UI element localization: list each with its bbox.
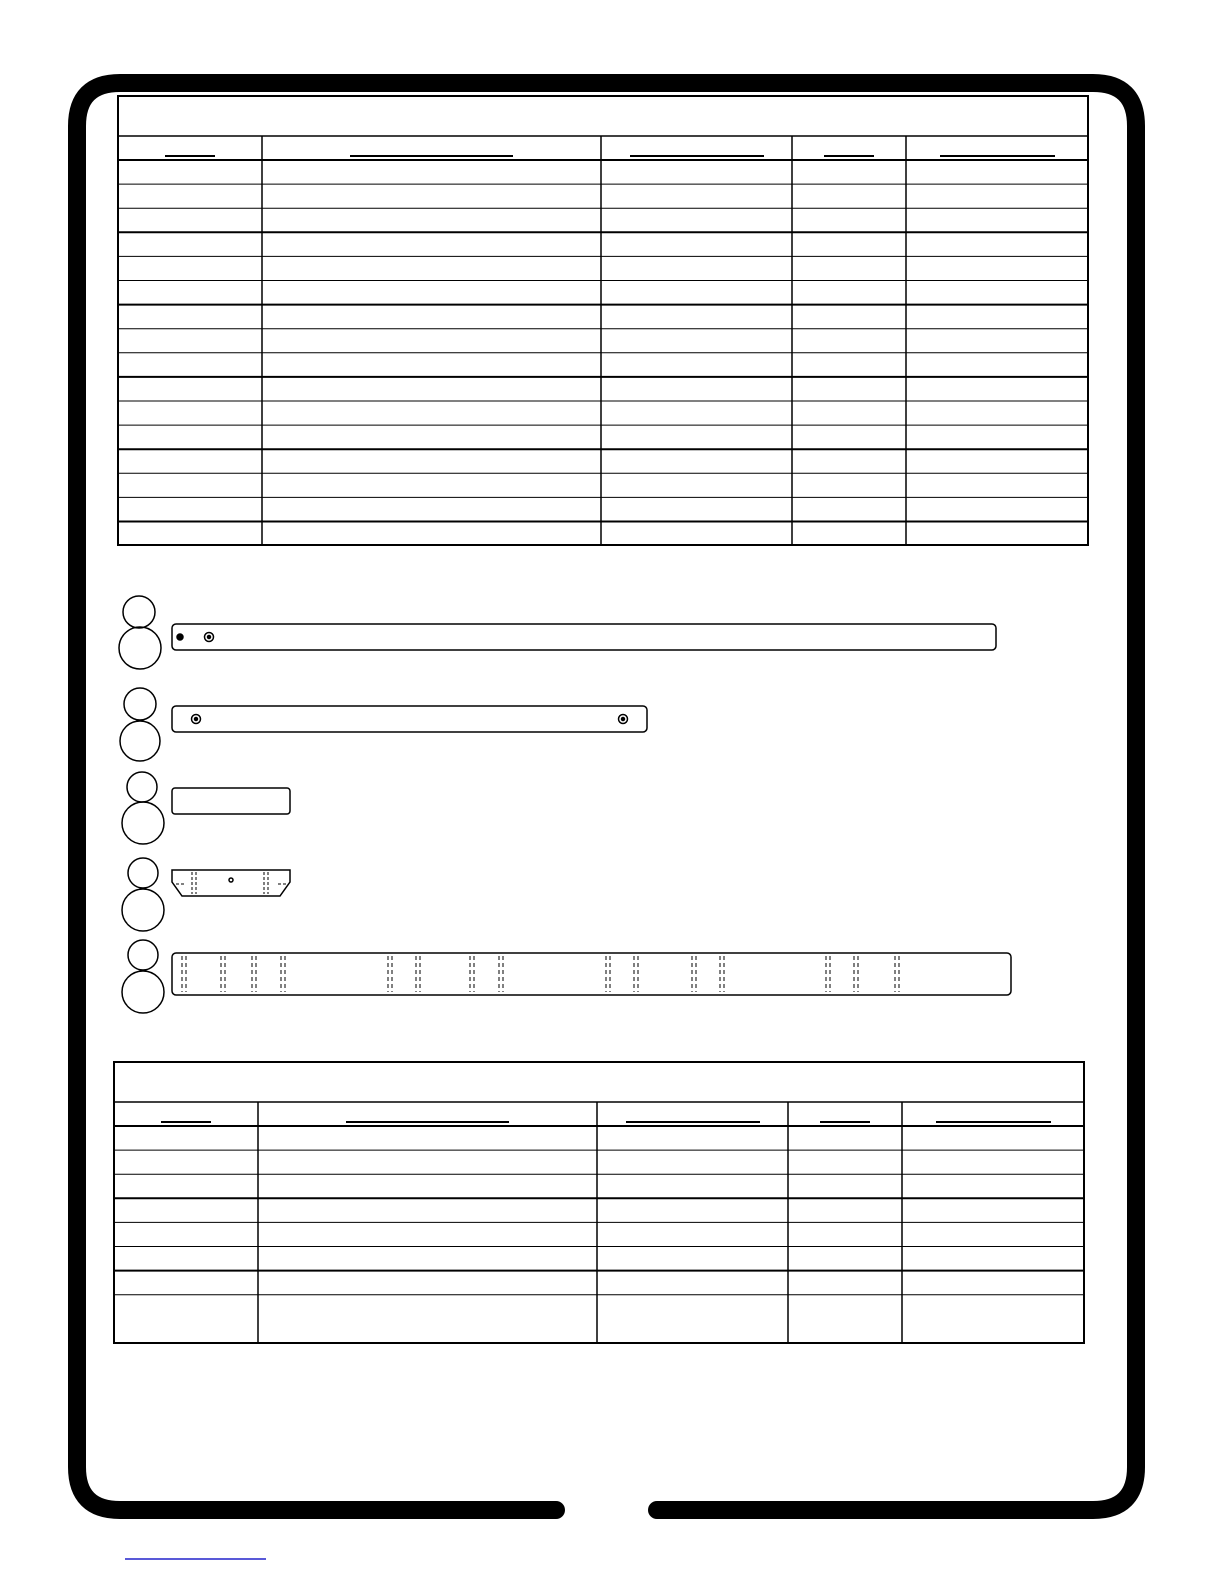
part-4-outline (172, 870, 290, 896)
part-3-callout-bottom (122, 802, 164, 844)
part-5-outline (172, 953, 1011, 995)
part-2-outline (172, 706, 647, 732)
part-4-callout-top (128, 858, 158, 888)
part-5-callout-bottom (122, 971, 164, 1013)
part-1-callout-bottom (119, 627, 161, 669)
part-2-drawing (120, 688, 647, 761)
parts-table-bottom-frame (114, 1062, 1084, 1343)
part-1-outline (172, 624, 996, 650)
part-2-callout-top (124, 688, 156, 720)
part-3-callout-top (127, 772, 157, 802)
part-3-outline (172, 788, 290, 814)
parts-table-top-columns (262, 136, 906, 545)
part-3-drawing (122, 772, 290, 844)
part-4-callout-bottom (122, 889, 164, 931)
part-5-drawing (122, 940, 1011, 1013)
part-1-drawing (119, 596, 996, 669)
part-5-hidden-lines (182, 956, 899, 992)
part-1-callout-top (123, 596, 155, 628)
part-2-callout-bottom (120, 721, 160, 761)
parts-table-top (118, 96, 1088, 545)
part-1-hole-filled (177, 634, 183, 640)
page-border (77, 83, 1136, 1510)
part-4-drawing (122, 858, 290, 931)
part-5-callout-top (128, 940, 158, 970)
parts-table-bottom (114, 1062, 1084, 1343)
parts-table-top-frame (118, 96, 1088, 545)
part-4-hidden-lines (176, 872, 286, 894)
parts-table-top-rows (118, 160, 1088, 522)
parts-table-bottom-rows (114, 1126, 1084, 1295)
part-drawings (119, 596, 1011, 1013)
part-4-center-hole (229, 878, 233, 882)
